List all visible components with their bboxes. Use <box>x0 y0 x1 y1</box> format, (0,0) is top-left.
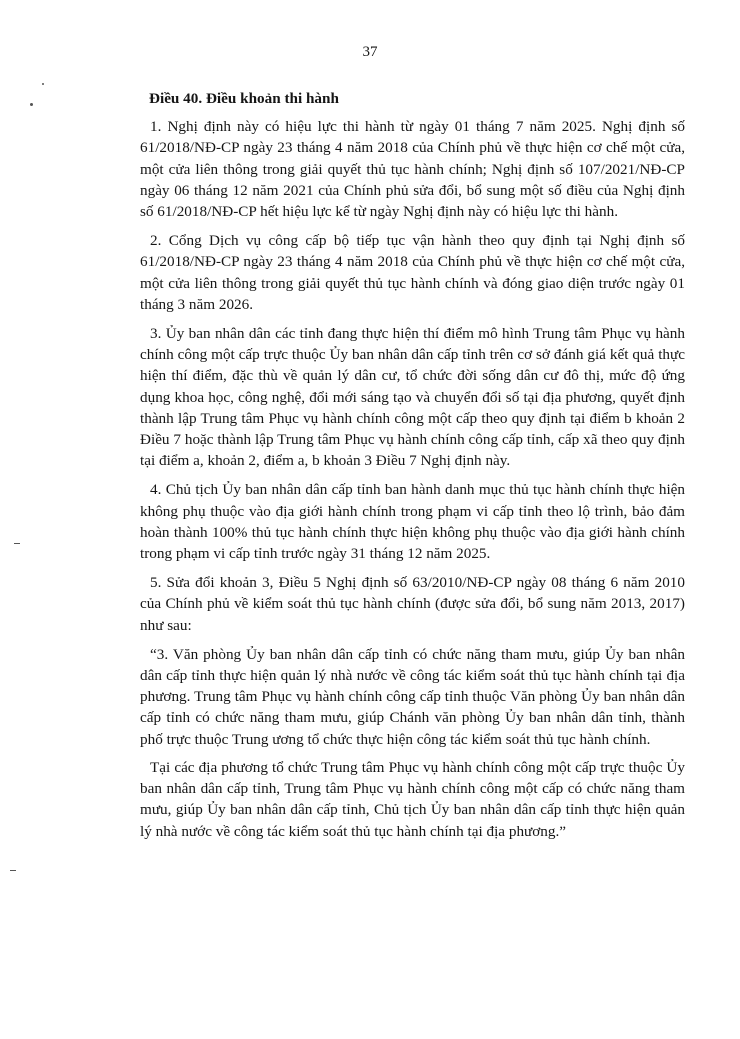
scan-dash <box>14 543 20 544</box>
quoted-paragraph-2: Tại các địa phương tổ chức Trung tâm Phục vụ hành chính công một cấp trực thuộc Ủy ban nhân dân cấp tỉnh, Trung tâm Phục vụ hành chính công một cấp có chức năng tham mưu, giúp Ủy ban nhân dân cấp tỉnh, Chủ tịch Ủy ban nhân dân cấp tỉnh thực hiện quản lý nhà nước về công tác kiểm soát thủ tục hành chính tại địa phương.” <box>140 758 685 840</box>
paragraph-4: 4. Chủ tịch Ủy ban nhân dân cấp tỉnh ban hành danh mục thủ tục hành chính thực hiện không phụ thuộc vào địa giới hành chính trong phạm vi cấp tỉnh theo lộ trình, bảo đảm hoàn thành 100% thủ tục hành chính thực hiện không phụ thuộc vào địa giới hành chính trong phạm vi cấp tỉnh trước ngày 31 tháng 12 năm 2025. <box>140 481 685 563</box>
quoted-paragraph-1: “3. Văn phòng Ủy ban nhân dân cấp tỉnh có chức năng tham mưu, giúp Ủy ban nhân dân cấp tỉnh thực hiện quản lý nhà nước về công tác kiểm soát thủ tục hành chính tại địa phương. Trung tâm Phục vụ hành chính công cấp tỉnh thuộc Văn phòng Ủy ban nhân dân cấp tỉnh có chức năng tham mưu, giúp Chánh văn phòng Ủy ban nhân dân tỉnh, thành phố trực thuộc Trung ương tổ chức thực hiện công tác kiểm soát thủ tục hành chính. <box>140 645 685 748</box>
scan-speck <box>30 103 33 106</box>
paragraph-3: 3. Ủy ban nhân dân các tỉnh đang thực hiện thí điểm mô hình Trung tâm Phục vụ hành chính công một cấp trực thuộc Ủy ban nhân dân cấp tỉnh trên cơ sở đánh giá kết quả thực hiện thí điểm, đặc thù về quản lý dân cư, tổ chức đời sống dân cư đô thị, mức độ ứng dụng khoa học, công nghệ, đổi mới sáng tạo và chuyển đổi số tại địa phương, quyết định thành lập Trung tâm Phục vụ hành chính công một cấp theo quy định tại điểm b khoản 2 Điều 7 hoặc thành lập Trung tâm Phục vụ hành chính công cấp tỉnh, cấp xã theo quy định tại điểm a, khoản 2, điểm a, b khoản 3 Điều 7 Nghị định này. <box>140 325 685 470</box>
paragraph-2: 2. Cổng Dịch vụ công cấp bộ tiếp tục vận hành theo quy định tại Nghị định số 61/2018/NĐ-CP ngày 23 tháng 4 năm 2018 của Chính phủ về thực hiện cơ chế một cửa, một cửa liên thông trong giải quyết thủ tục hành chính và đóng giao diện trước ngày 01 tháng 3 năm 2026. <box>140 232 685 313</box>
article-heading: Điều 40. Điều khoản thi hành <box>149 90 339 107</box>
paragraph-1: 1. Nghị định này có hiệu lực thi hành từ ngày 01 tháng 7 năm 2025. Nghị định số 61/2018/NĐ-CP ngày 23 tháng 4 năm 2018 của Chính phủ về thực hiện cơ chế một cửa, một cửa liên thông trong giải quyết thủ tục hành chính; Nghị định số 107/2021/NĐ-CP ngày 06 tháng 12 năm 2021 của Chính phủ sửa đổi, bổ sung một số điều của Nghị định số 61/2018/NĐ-CP hết hiệu lực kể từ ngày Nghị định này có hiệu lực thi hành. <box>140 118 685 221</box>
scan-dash <box>10 870 16 871</box>
scan-speck <box>42 83 44 85</box>
page-number: 37 <box>362 44 378 60</box>
article-body <box>140 88 685 849</box>
paragraph-5: 5. Sửa đổi khoản 3, Điều 5 Nghị định số 63/2010/NĐ-CP ngày 08 tháng 6 năm 2010 của Chính phủ về kiểm soát thủ tục hành chính (được sửa đổi, bổ sung năm 2013, 2017) như sau: <box>140 574 685 634</box>
